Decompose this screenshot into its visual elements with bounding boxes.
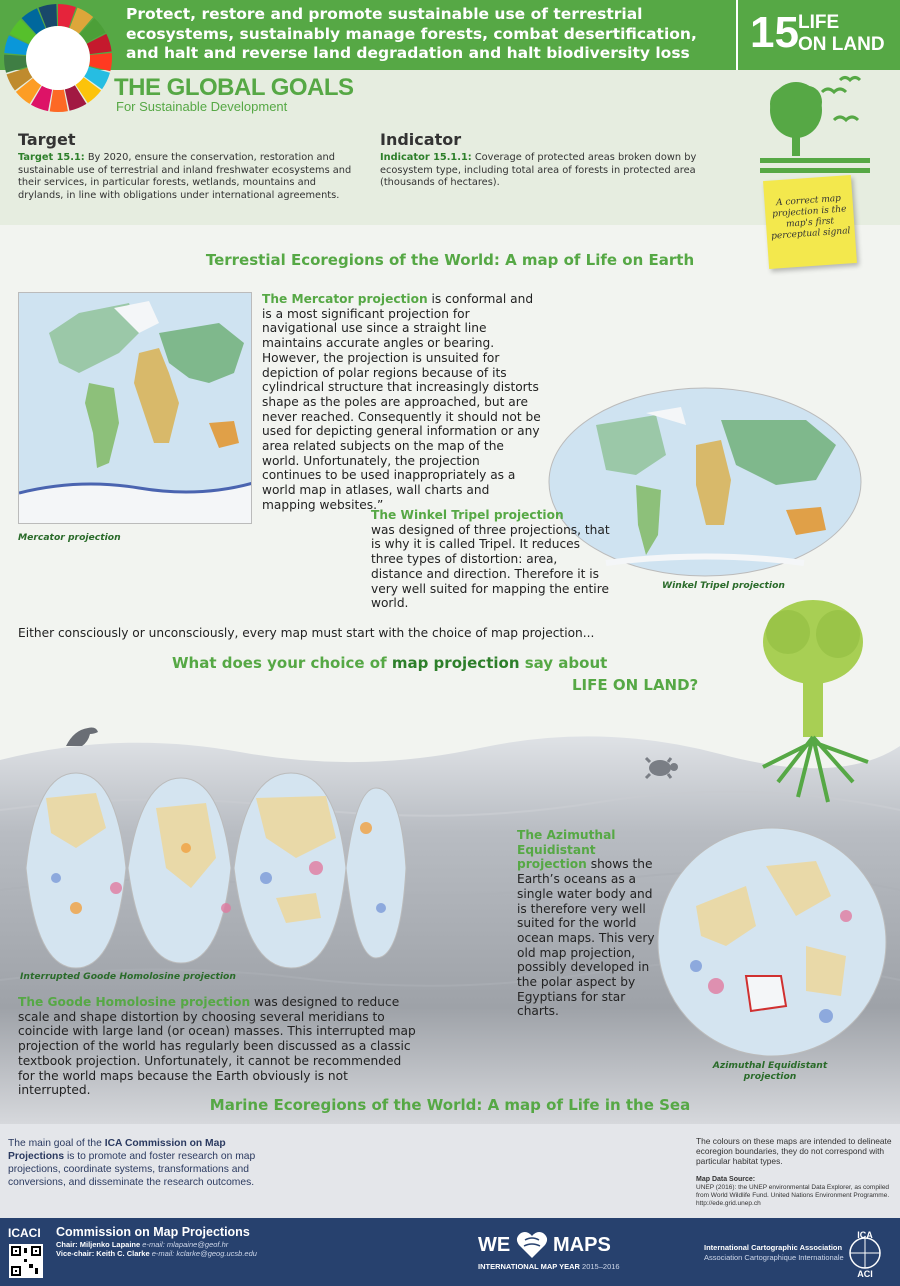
imy-label: INTERNATIONAL MAP YEAR	[478, 1262, 580, 1271]
mercator-map	[18, 292, 252, 524]
commission-officers	[56, 1240, 257, 1258]
maps-label: MAPS	[553, 1234, 611, 1256]
indicator-text	[380, 152, 725, 190]
indicator-label: Indicator 15.1.1:	[380, 152, 472, 163]
chair-email[interactable]: e-mail: mlapaine@geof.hr	[142, 1240, 229, 1249]
winkel-name: The Winkel Tripel projection	[371, 508, 564, 522]
vice-chair-name: Vice-chair: Keith C. Clarke	[56, 1249, 150, 1258]
sticky-note: A correct map projection is the map's first perceptual signal	[763, 175, 857, 269]
mercator-body: is conformal and is a most significant projection for navigational use since a straight line maintains accurate angles or bearing. However, the projection is unsuited for depiction of polar regions because of its cylindrical structure that increasingly distorts shape as the poles are approached, but are never reached. Consequently it should not be used for depicting general information or any area related subjects on the map of the world. Unfortunately, the projection continues to be used inappropriately as a world map in atlases, wall charts and mapping websites.”	[262, 292, 541, 512]
heart-globe-icon	[516, 1230, 548, 1260]
target-text	[18, 152, 356, 202]
target-body: By 2020, ensure the conservation, restoration and sustainable use of terrestrial and inland freshwater ecosystems and their services, in particular forests, wetlands, mountains and drylands, in line with obligations under international agreements.	[18, 152, 352, 201]
azimuthal-body: shows the Earth’s oceans as a single water body and is therefore very well suited for the world ocean maps. This very old map projection, possibly developed in the polar aspect by Egyptians for star charts.	[517, 857, 655, 1019]
seal-icon	[64, 724, 100, 750]
goode-body: was designed to reduce scale and shape distortion by choosing several meridians to coincide with large land (or ocean) masses. This interrupted map projection of the world has regularly been discussed as a classic textbook projection. Unfortunately, it cannot be recommended for the world maps because the Earth obviously is not interrupted.	[18, 995, 416, 1098]
goode-homolosine-map	[16, 768, 412, 974]
commission-goal-text	[8, 1137, 278, 1189]
question-line-2: LIFE ON LAND?	[572, 676, 699, 694]
sdg-wheel-segment	[50, 89, 68, 112]
imy-years: 2015–2016	[582, 1262, 620, 1271]
goode-name: The Goode Homolosine projection	[18, 995, 251, 1009]
winkel-body: was designed of three projections, that is why it is called Tripel. It reduces three types of distortion: area, distance and direction. Therefore it is very well suited for mapping the entire world.	[371, 522, 610, 611]
we-label: WE	[478, 1234, 511, 1256]
ica-logo-bottom: ACI	[857, 1269, 873, 1278]
goode-caption: Interrupted Goode Homolosine projection	[20, 971, 236, 982]
goal-name-line-2: ON LAND	[798, 34, 885, 55]
question-bold: map projection	[391, 654, 520, 672]
azimuthal-equidistant-map	[656, 826, 888, 1058]
international-map-year	[478, 1262, 620, 1271]
icaci-label: ICACI	[8, 1226, 41, 1240]
target-heading: Target	[18, 130, 76, 149]
goode-description	[18, 995, 418, 1098]
question-part-1: What does your choice of	[172, 654, 392, 672]
data-source-text: UNEP (2016): the UNEP environmental Data Explorer, as compiled from World Wildlife Fund. United Nations Environment Programme. http://ede.grid.unep.ch	[696, 1184, 890, 1207]
sdg-wheel-icon	[0, 0, 120, 120]
global-goals-title: THE GLOBAL GOALS	[114, 74, 354, 101]
vice-chair-email[interactable]: e-mail: kclarke@geog.ucsb.edu	[151, 1249, 257, 1258]
winkel-caption: Winkel Tripel projection	[662, 580, 785, 591]
mercator-name: The Mercator projection	[262, 292, 428, 306]
chair-name: Chair: Miljenko Lapaine	[56, 1240, 141, 1249]
life-on-land-icon	[756, 74, 876, 178]
data-source-heading: Map Data Source:	[696, 1176, 756, 1183]
question-line-1	[172, 654, 607, 672]
indicator-body: Coverage of protected areas broken down by ecosystem type, including total area of forests in protected area (thousands of hectares).	[380, 152, 697, 188]
qr-code-icon[interactable]	[9, 1244, 43, 1278]
ica-logo-icon	[846, 1228, 884, 1278]
ica-logo-top: ICA	[857, 1230, 873, 1240]
commission-name: Commission on Map Projections	[56, 1225, 250, 1239]
global-goals-subtitle: For Sustainable Development	[116, 99, 288, 114]
ica-name-french: Association Cartographique Internationale	[704, 1253, 844, 1262]
ica-name-english: International Cartographic Association	[704, 1243, 843, 1252]
azimuthal-description	[517, 828, 665, 1019]
goal-number: 15	[750, 8, 799, 57]
commission-goal-part-1: The main goal of the	[8, 1138, 105, 1149]
goal-title: Protect, restore and promote sustainable use of terrestrial ecosystems, sustainably manage forests, combat desertification, and halt and reverse land degradation and halt biodiversity loss	[126, 5, 697, 62]
azimuthal-caption: Azimuthal Equidistant projection	[712, 1060, 828, 1082]
winkel-description	[371, 508, 611, 611]
azimuthal-name: The Azimuthal Equidistant projection	[517, 828, 616, 872]
target-label: Target 15.1:	[18, 152, 85, 163]
turtle-icon	[644, 756, 680, 780]
mercator-caption: Mercator projection	[18, 532, 121, 543]
projection-intro: Either consciously or unconsciously, every map must start with the choice of map projection...	[18, 626, 595, 640]
mercator-description	[262, 292, 542, 513]
indicator-heading: Indicator	[380, 130, 462, 149]
colour-note: The colours on these maps are intended to delineate ecoregion boundaries, they do not correspond with particular habitat types.	[696, 1136, 892, 1166]
goal-name-line-1: LIFE	[798, 12, 840, 33]
goal-name	[798, 12, 885, 56]
commission-goal-bold: ICA Commission on Map Projections	[8, 1138, 226, 1162]
animal-tree-icon	[748, 592, 878, 812]
question-part-2: say about	[519, 654, 608, 672]
header-divider	[736, 0, 738, 70]
terrestrial-heading: Terrestial Ecoregions of the World: A map of Life on Earth	[205, 251, 695, 269]
marine-heading: Marine Ecoregions of the World: A map of Life in the Sea	[209, 1096, 691, 1114]
commission-goal-part-2: is to promote and foster research on map projections, coordinate systems, transformations and conversions, and disseminate the research outcomes.	[8, 1151, 256, 1188]
